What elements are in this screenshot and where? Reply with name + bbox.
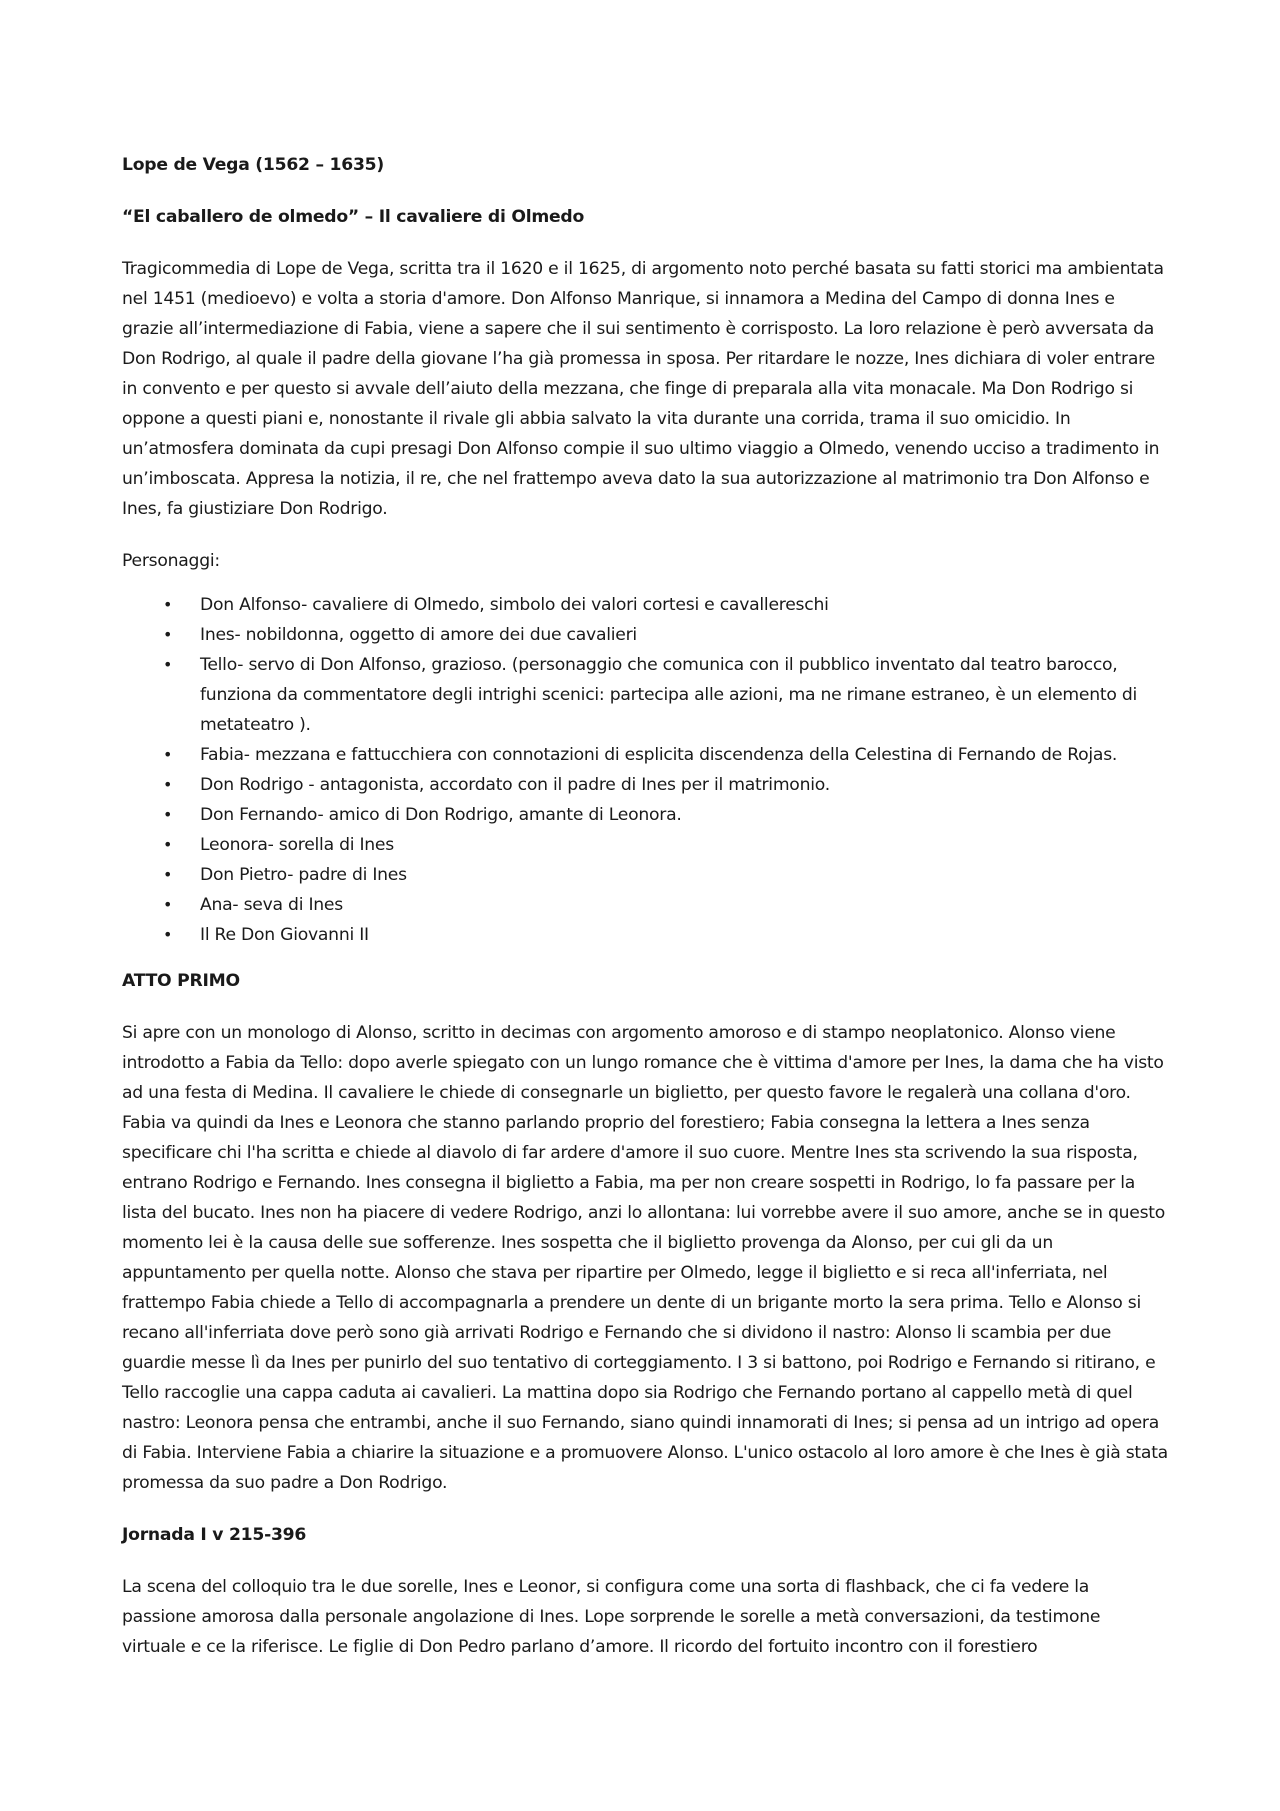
bullet-icon: • (163, 895, 173, 914)
character-text: Don Fernando- amico di Don Rodrigo, amante di Leonora. (200, 805, 682, 825)
bullet-icon: • (163, 865, 173, 884)
bullet-icon: • (163, 835, 173, 854)
bullet-icon: • (163, 625, 173, 644)
jornada-paragraph: La scena del colloquio tra le due sorelle, Ines e Leonor, si configura come una sorta di flashback, che ci fa vedere la passione amorosa dalla personale angolazione di Ines. Lope sorprende le sorelle a metà conversazioni, da testimone virtuale e ce la riferisce. Le figlie di Don Pedro parlano d’amore. Il ricordo del fortuito incontro con il forestiero (122, 1577, 1101, 1657)
list-item (122, 800, 1168, 830)
character-text: Fabia- mezzana e fattucchiera con connotazioni di esplicita discendenza della Celestina di Fernando de Rojas. (200, 745, 1118, 765)
list-item (122, 830, 1168, 860)
list-item (122, 650, 1168, 740)
bullet-icon: • (163, 925, 173, 944)
character-text: Don Rodrigo - antagonista, accordato con il padre di Ines per il matrimonio. (200, 775, 830, 795)
document-subtitle: “El caballero de olmedo” – Il cavaliere di Olmedo (122, 207, 585, 227)
act-one-heading: ATTO PRIMO (122, 971, 240, 991)
jornada-heading: Jornada I v 215-396 (122, 1525, 307, 1545)
characters-label: Personaggi: (122, 551, 220, 571)
list-item (122, 590, 1168, 620)
character-text: Ana- seva di Ines (200, 895, 343, 915)
list-item (122, 890, 1168, 920)
list-item (122, 740, 1168, 770)
character-text: Don Alfonso- cavaliere di Olmedo, simbolo dei valori cortesi e cavallereschi (200, 595, 829, 615)
list-item (122, 920, 1168, 950)
document-title: Lope de Vega (1562 – 1635) (122, 155, 384, 175)
bullet-icon: • (163, 655, 173, 674)
character-text: Il Re Don Giovanni II (200, 925, 369, 945)
list-item (122, 620, 1168, 650)
bullet-icon: • (163, 775, 173, 794)
document-page (122, 150, 1168, 1684)
character-text: Don Pietro- padre di Ines (200, 865, 407, 885)
act-one-paragraph: Si apre con un monologo di Alonso, scritto in decimas con argomento amoroso e di stampo neoplatonico. Alonso viene introdotto a Fabia da Tello: dopo averle spiegato con un lungo romance che è vittima d'amore per Ines, la dama che ha visto ad una festa di Medina. Il cavaliere le chiede di consegnarle un biglietto, per questo favore le regalerà una collana d'oro. Fabia va quindi da Ines e Leonora che stanno parlando proprio del forestiero; Fabia consegna la lettera a Ines senza specificare chi l'ha scritta e chiede al diavolo di far ardere d'amore il suo cuore. Mentre Ines sta scrivendo la sua risposta, entrano Rodrigo e Fernando. Ines consegna il biglietto a Fabia, ma per non creare sospetti in Rodrigo, lo fa passare per la lista del bucato. Ines non ha piacere di vedere Rodrigo, anzi lo allontana: lui vorrebbe avere il suo amore, anche se in questo momento lei è la causa delle sue sofferenze. Ines sospetta che il biglietto provenga da Alonso, per cui gli da un appuntamento per quella notte. Alonso che stava per ripartire per Olmedo, legge il biglietto e si reca all'inferriata, nel frattempo Fabia chiede a Tello di accompagnarla a prendere un dente di un brigante morto la sera prima. Tello e Alonso si recano all'inferriata dove però sono già arrivati Rodrigo e Fernando che si dividono il nastro: Alonso li scambia per due guardie messe lì da Ines per punirlo del suo tentativo di corteggiamento. I 3 si battono, poi Rodrigo e Fernando si ritirano, e Tello raccoglie una cappa caduta ai cavalieri. La mattina dopo sia Rodrigo che Fernando portano al cappello metà di quel nastro: Leonora pensa che entrambi, anche il suo Fernando, siano quindi innamorati di Ines; si pensa ad un intrigo ad opera di Fabia. Interviene Fabia a chiarire la situazione e a promuovere Alonso. L'unico ostacolo al loro amore è che Ines è già stata promessa da suo padre a Don Rodrigo. (122, 1023, 1168, 1493)
character-text: Ines- nobildonna, oggetto di amore dei due cavalieri (200, 625, 637, 645)
list-item (122, 860, 1168, 890)
characters-list (122, 590, 1168, 950)
bullet-icon: • (163, 595, 173, 614)
bullet-icon: • (163, 805, 173, 824)
character-text: Tello- servo di Don Alfonso, grazioso. (personaggio che comunica con il pubblico inventato dal teatro barocco, funziona da commentatore degli intrighi scenici: partecipa alle azioni, ma ne rimane estraneo, è un elemento di metateatro ). (200, 655, 1138, 735)
intro-paragraph: Tragicommedia di Lope de Vega, scritta tra il 1620 e il 1625, di argomento noto perché basata su fatti storici ma ambientata nel 1451 (medioevo) e volta a storia d'amore. Don Alfonso Manrique, si innamora a Medina del Campo di donna Ines e grazie all’intermediazione di Fabia, viene a sapere che il sui sentimento è corrisposto. La loro relazione è però avversata da Don Rodrigo, al quale il padre della giovane l’ha già promessa in sposa. Per ritardare le nozze, Ines dichiara di voler entrare in convento e per questo si avvale dell’aiuto della mezzana, che finge di preparala alla vita monacale. Ma Don Rodrigo si oppone a questi piani e, nonostante il rivale gli abbia salvato la vita durante una corrida, trama il suo omicidio. In un’atmosfera dominata da cupi presagi Don Alfonso compie il suo ultimo viaggio a Olmedo, venendo ucciso a tradimento in un’imboscata. Appresa la notizia, il re, che nel frattempo aveva dato la sua autorizzazione al matrimonio tra Don Alfonso e Ines, fa giustiziare Don Rodrigo. (122, 259, 1164, 519)
character-text: Leonora- sorella di Ines (200, 835, 394, 855)
bullet-icon: • (163, 745, 173, 764)
list-item (122, 770, 1168, 800)
